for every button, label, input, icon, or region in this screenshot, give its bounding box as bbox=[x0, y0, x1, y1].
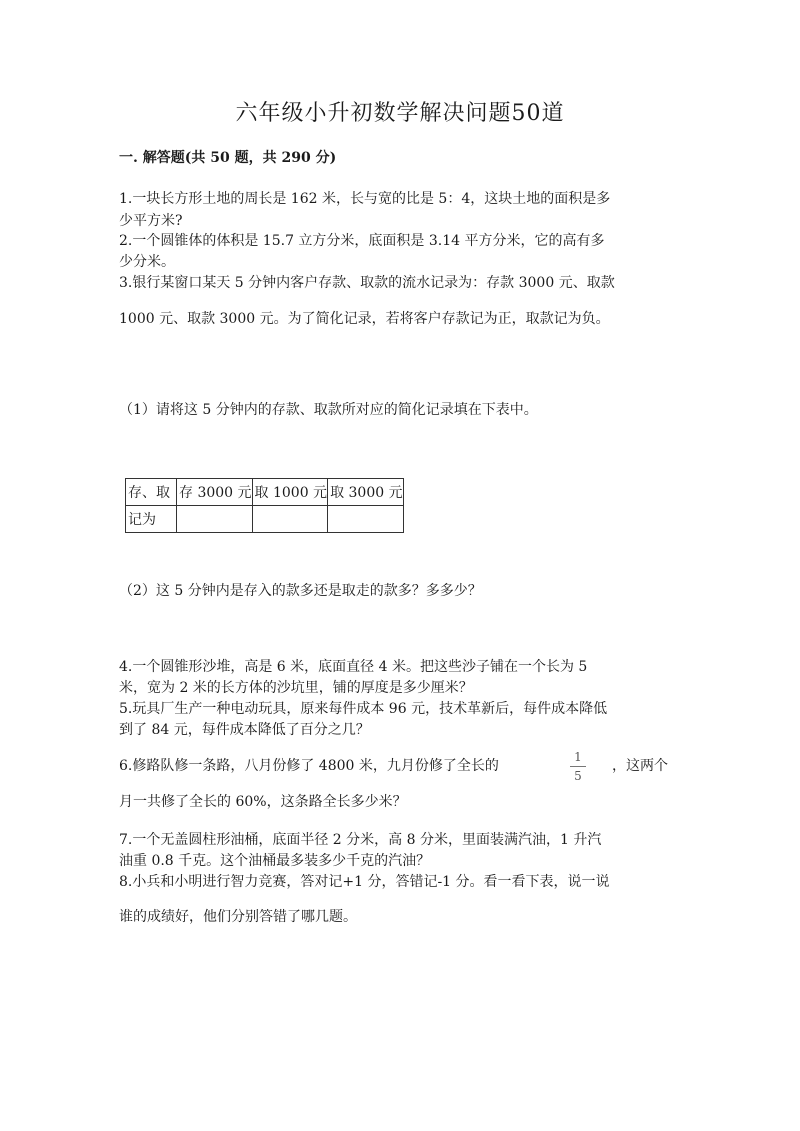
problem-line: 5.玩具厂生产一种电动玩具，原来每件成本 96 元，技术革新后，每件成本降低 bbox=[119, 701, 608, 717]
answer-cell[interactable] bbox=[252, 506, 328, 533]
table-cell: 存、取 bbox=[126, 479, 177, 506]
problem-line: 7.一个无盖圆柱形油桶，底面半径 2 分米，高 8 分米，里面装满汽油，1 升汽 bbox=[119, 832, 602, 848]
problem-line: 2.一个圆锥体的体积是 15.7 立方分米，底面积是 3.14 平方分米，它的高有多 bbox=[119, 233, 605, 249]
problem-line: （1）请将这 5 分钟内的存款、取款所对应的简化记录填在下表中。 bbox=[119, 402, 538, 418]
problem-line: 米，宽为 2 米的长方体的沙坑里，铺的厚度是多少厘米？ bbox=[119, 680, 473, 696]
problem-line: ，这两个 bbox=[612, 758, 668, 774]
problem-line: （2）这 5 分钟内是存入的款多还是取走的款多？多多少？ bbox=[119, 583, 482, 599]
section-heading: 一. 解答题(共 50 题，共 290 分) bbox=[119, 150, 337, 166]
table-row bbox=[126, 479, 404, 506]
answer-cell[interactable] bbox=[328, 506, 404, 533]
problem-line: 油重 0.8 千克。这个油桶最多装多少千克的汽油？ bbox=[119, 853, 431, 869]
problem-line: 8.小兵和小明进行智力竞赛，答对记+1 分，答错记-1 分。看一看下表，说一说 bbox=[119, 874, 610, 890]
problem-line: 3.银行某窗口某天 5 分钟内客户存款、取款的流水记录为：存款 3000 元、取款 bbox=[119, 275, 615, 291]
problem-line: 4.一个圆锥形沙堆，高是 6 米，底面直径 4 米。把这些沙子铺在一个长为 5 bbox=[119, 659, 588, 675]
table-cell: 取 3000 元 bbox=[328, 479, 404, 506]
problem-line: 6.修路队修一条路，八月份修了 4800 米，九月份修了全长的 bbox=[119, 758, 499, 774]
table-cell: 存 3000 元 bbox=[177, 479, 253, 506]
problem-line: 谁的成绩好，他们分别答错了哪几题。 bbox=[119, 909, 357, 925]
table-cell: 记为 bbox=[126, 506, 177, 533]
table-row bbox=[126, 506, 404, 533]
fraction-bar bbox=[570, 766, 586, 767]
answer-cell[interactable] bbox=[177, 506, 253, 533]
record-table bbox=[125, 478, 404, 533]
problem-line: 少分米。 bbox=[119, 254, 175, 270]
problem-line: 到了 84 元，每件成本降低了百分之几？ bbox=[119, 722, 370, 738]
page-title: 六年级小升初数学解决问题50道 bbox=[235, 101, 565, 126]
table-cell: 取 1000 元 bbox=[252, 479, 328, 506]
problem-line: 月一共修了全长的 60%，这条路全长多少米？ bbox=[119, 794, 407, 810]
problem-line: 少平方米? bbox=[119, 213, 183, 229]
fraction-denominator: 5 bbox=[574, 769, 582, 783]
problem-line: 1000 元、取款 3000 元。为了简化记录，若将客户存款记为正，取款记为负。 bbox=[119, 311, 610, 327]
fraction bbox=[570, 750, 586, 783]
fraction-numerator: 1 bbox=[574, 750, 582, 764]
problem-line: 1.一块长方形土地的周长是 162 米，长与宽的比是 5：4，这块土地的面积是多 bbox=[119, 191, 611, 207]
